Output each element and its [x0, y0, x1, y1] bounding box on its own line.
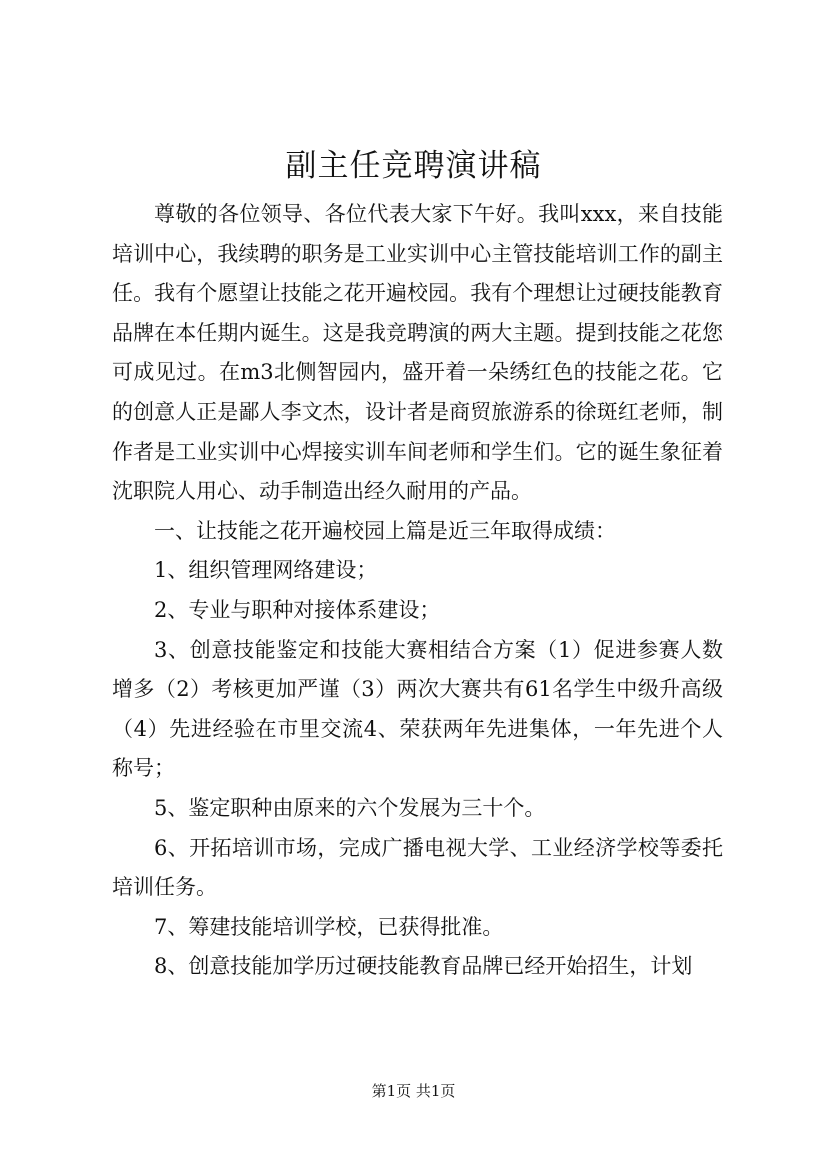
paragraph-item-3: 3、创意技能鉴定和技能大赛相结合方案（1）促进参赛人数增多（2）考核更加严谨（3）两次大赛共有61名学生中级升高级（4）先进经验在市里交流4、荣获两年先进集体，一年先进个人称号；	[112, 637, 723, 781]
document-title: 副主任竞聘演讲稿	[285, 148, 542, 184]
paragraph-intro: 尊敬的各位领导、各位代表大家下午好。我叫xxx，来自技能培训中心，我续聘的职务是工业实训中心主管技能培训工作的副主任。我有个愿望让技能之花开遍校园。我有个理想让过硬技能教育品牌在本任期内诞生。这是我竞聘演的两大主题。提到技能之花您可成见过。在m3北侧智园内，盛开着一朵绣红色的技能之花。它的创意人正是鄙人李文杰，设计者是商贸旅游系的徐斑红老师，制作者是工业实训中心焊接实训车间老师和学生们。它的诞生象征着沈职院人用心、动手制造出经久耐用的产品。	[112, 202, 723, 504]
paragraph-item-2: 2、专业与职种对接体系建设；	[154, 597, 441, 622]
paragraph-item-1: 1、组织管理网络建设；	[154, 558, 378, 583]
paragraph-item-7: 7、筹建技能培训学校，已获得批准。	[154, 914, 504, 939]
paragraph-item-8: 8、创意技能加学历过硬技能教育品牌已经开始招生，计划	[154, 954, 693, 979]
paragraph-section-heading: 一、让技能之花开遍校园上篇是近三年取得成绩：	[154, 518, 616, 543]
document-body	[112, 195, 723, 987]
paragraph-item-6: 6、开拓培训市场，完成广播电视大学、工业经济学校等委托培训任务。	[112, 835, 723, 900]
page-footer: 第1页 共1页	[371, 1082, 456, 1100]
paragraph-item-5: 5、鉴定职种由原来的六个发展为三十个。	[154, 795, 546, 820]
